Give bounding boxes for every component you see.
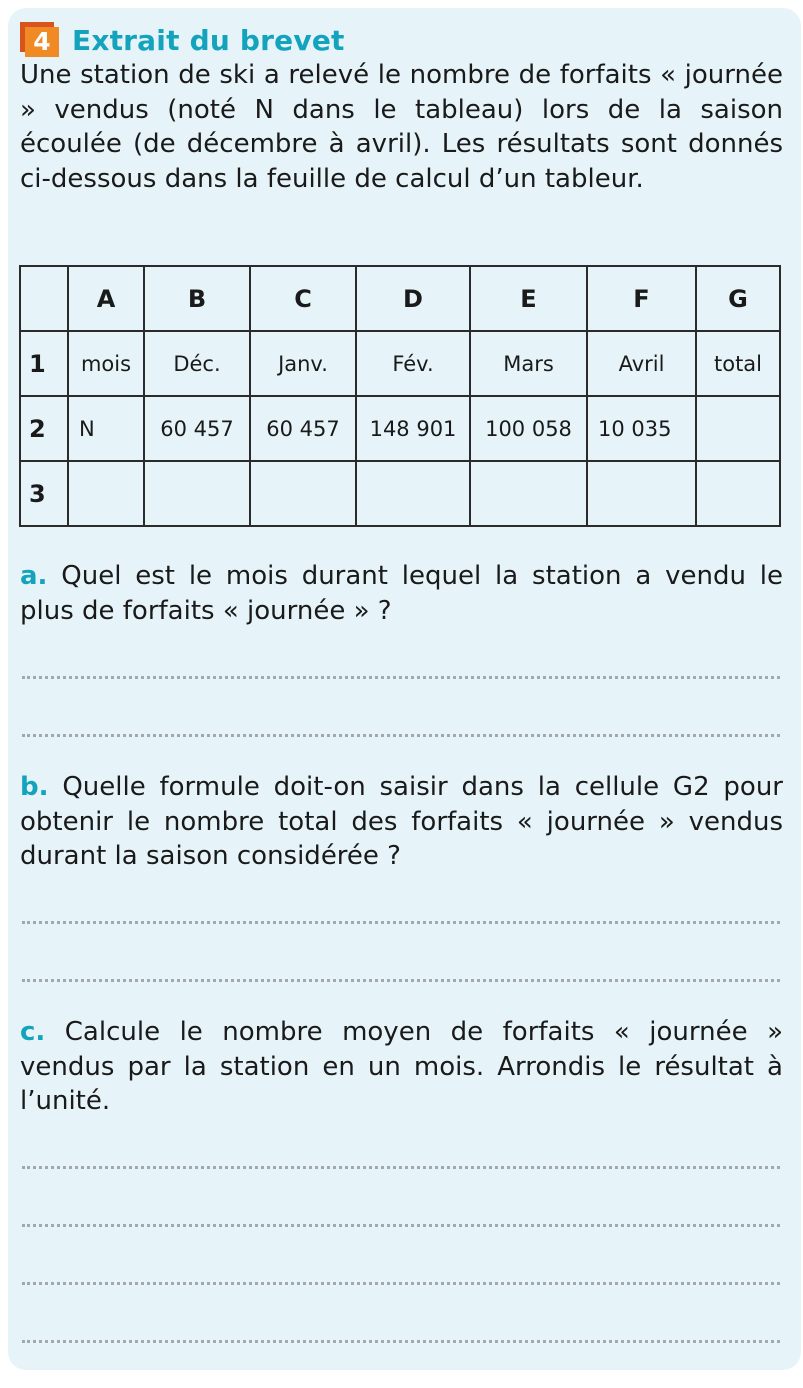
answer-line[interactable] [22,676,780,679]
cell-G2 [696,396,780,461]
question-a [20,559,783,628]
cell-D1: Fév. [356,331,470,396]
cell-F3 [587,461,696,526]
cell-F2: 10 035 [587,396,696,461]
cell-G1: total [696,331,780,396]
question-text: Calcule le nombre moyen de forfaits « journée » vendus par la station en un mois. Arrondis le résultat à l’unité. [20,1017,783,1116]
answer-line[interactable] [22,1224,780,1227]
column-header: C [250,266,356,331]
cell-D2: 148 901 [356,396,470,461]
question-text: Quelle formule doit-on saisir dans la cellule G2 pour obtenir le nombre total des forfaits « journée » vendus durant la saison considérée ? [20,772,783,871]
answer-line[interactable] [22,921,780,924]
cell-C3 [250,461,356,526]
answer-line[interactable] [22,1340,780,1343]
cell-B2: 60 457 [144,396,250,461]
column-header-row [20,266,780,331]
row-header: 1 [20,331,68,396]
table-row [20,461,780,526]
cell-A2: N [68,396,144,461]
answer-line[interactable] [22,734,780,737]
column-header: F [587,266,696,331]
exercise-number-badge [20,22,60,58]
spreadsheet-table [19,265,781,527]
corner-cell [20,266,68,331]
answer-line[interactable] [22,1282,780,1285]
cell-C2: 60 457 [250,396,356,461]
exercise-number: 4 [25,27,59,57]
question-label: b. [20,772,49,802]
column-header: A [68,266,144,331]
column-header: D [356,266,470,331]
exercise-header [20,22,345,58]
table-row [20,396,780,461]
row-header: 2 [20,396,68,461]
question-label: a. [20,561,48,591]
question-c [20,1015,783,1119]
column-header: E [470,266,587,331]
cell-D3 [356,461,470,526]
cell-E2: 100 058 [470,396,587,461]
table-row [20,331,780,396]
cell-F1: Avril [587,331,696,396]
row-header: 3 [20,461,68,526]
question-label: c. [20,1017,46,1047]
question-text: Quel est le mois durant lequel la station a vendu le plus de forfaits « journée » ? [20,561,784,626]
answer-line[interactable] [22,1166,780,1169]
column-header: B [144,266,250,331]
cell-A1: mois [68,331,144,396]
cell-B1: Déc. [144,331,250,396]
answer-line[interactable] [22,979,780,982]
exercise-intro: Une station de ski a relevé le nombre de forfaits « journée » vendus (noté N dans le tableau) lors de la saison écoulée (de décembre à avril). Les résultats sont donnés ci-dessous dans la feuille de calcul d’un tableur. [20,60,783,194]
cell-A3 [68,461,144,526]
cell-B3 [144,461,250,526]
cell-E1: Mars [470,331,587,396]
cell-E3 [470,461,587,526]
cell-C1: Janv. [250,331,356,396]
column-header: G [696,266,780,331]
cell-G3 [696,461,780,526]
question-b [20,770,783,874]
exercise-title: Extrait du brevet [72,23,345,57]
